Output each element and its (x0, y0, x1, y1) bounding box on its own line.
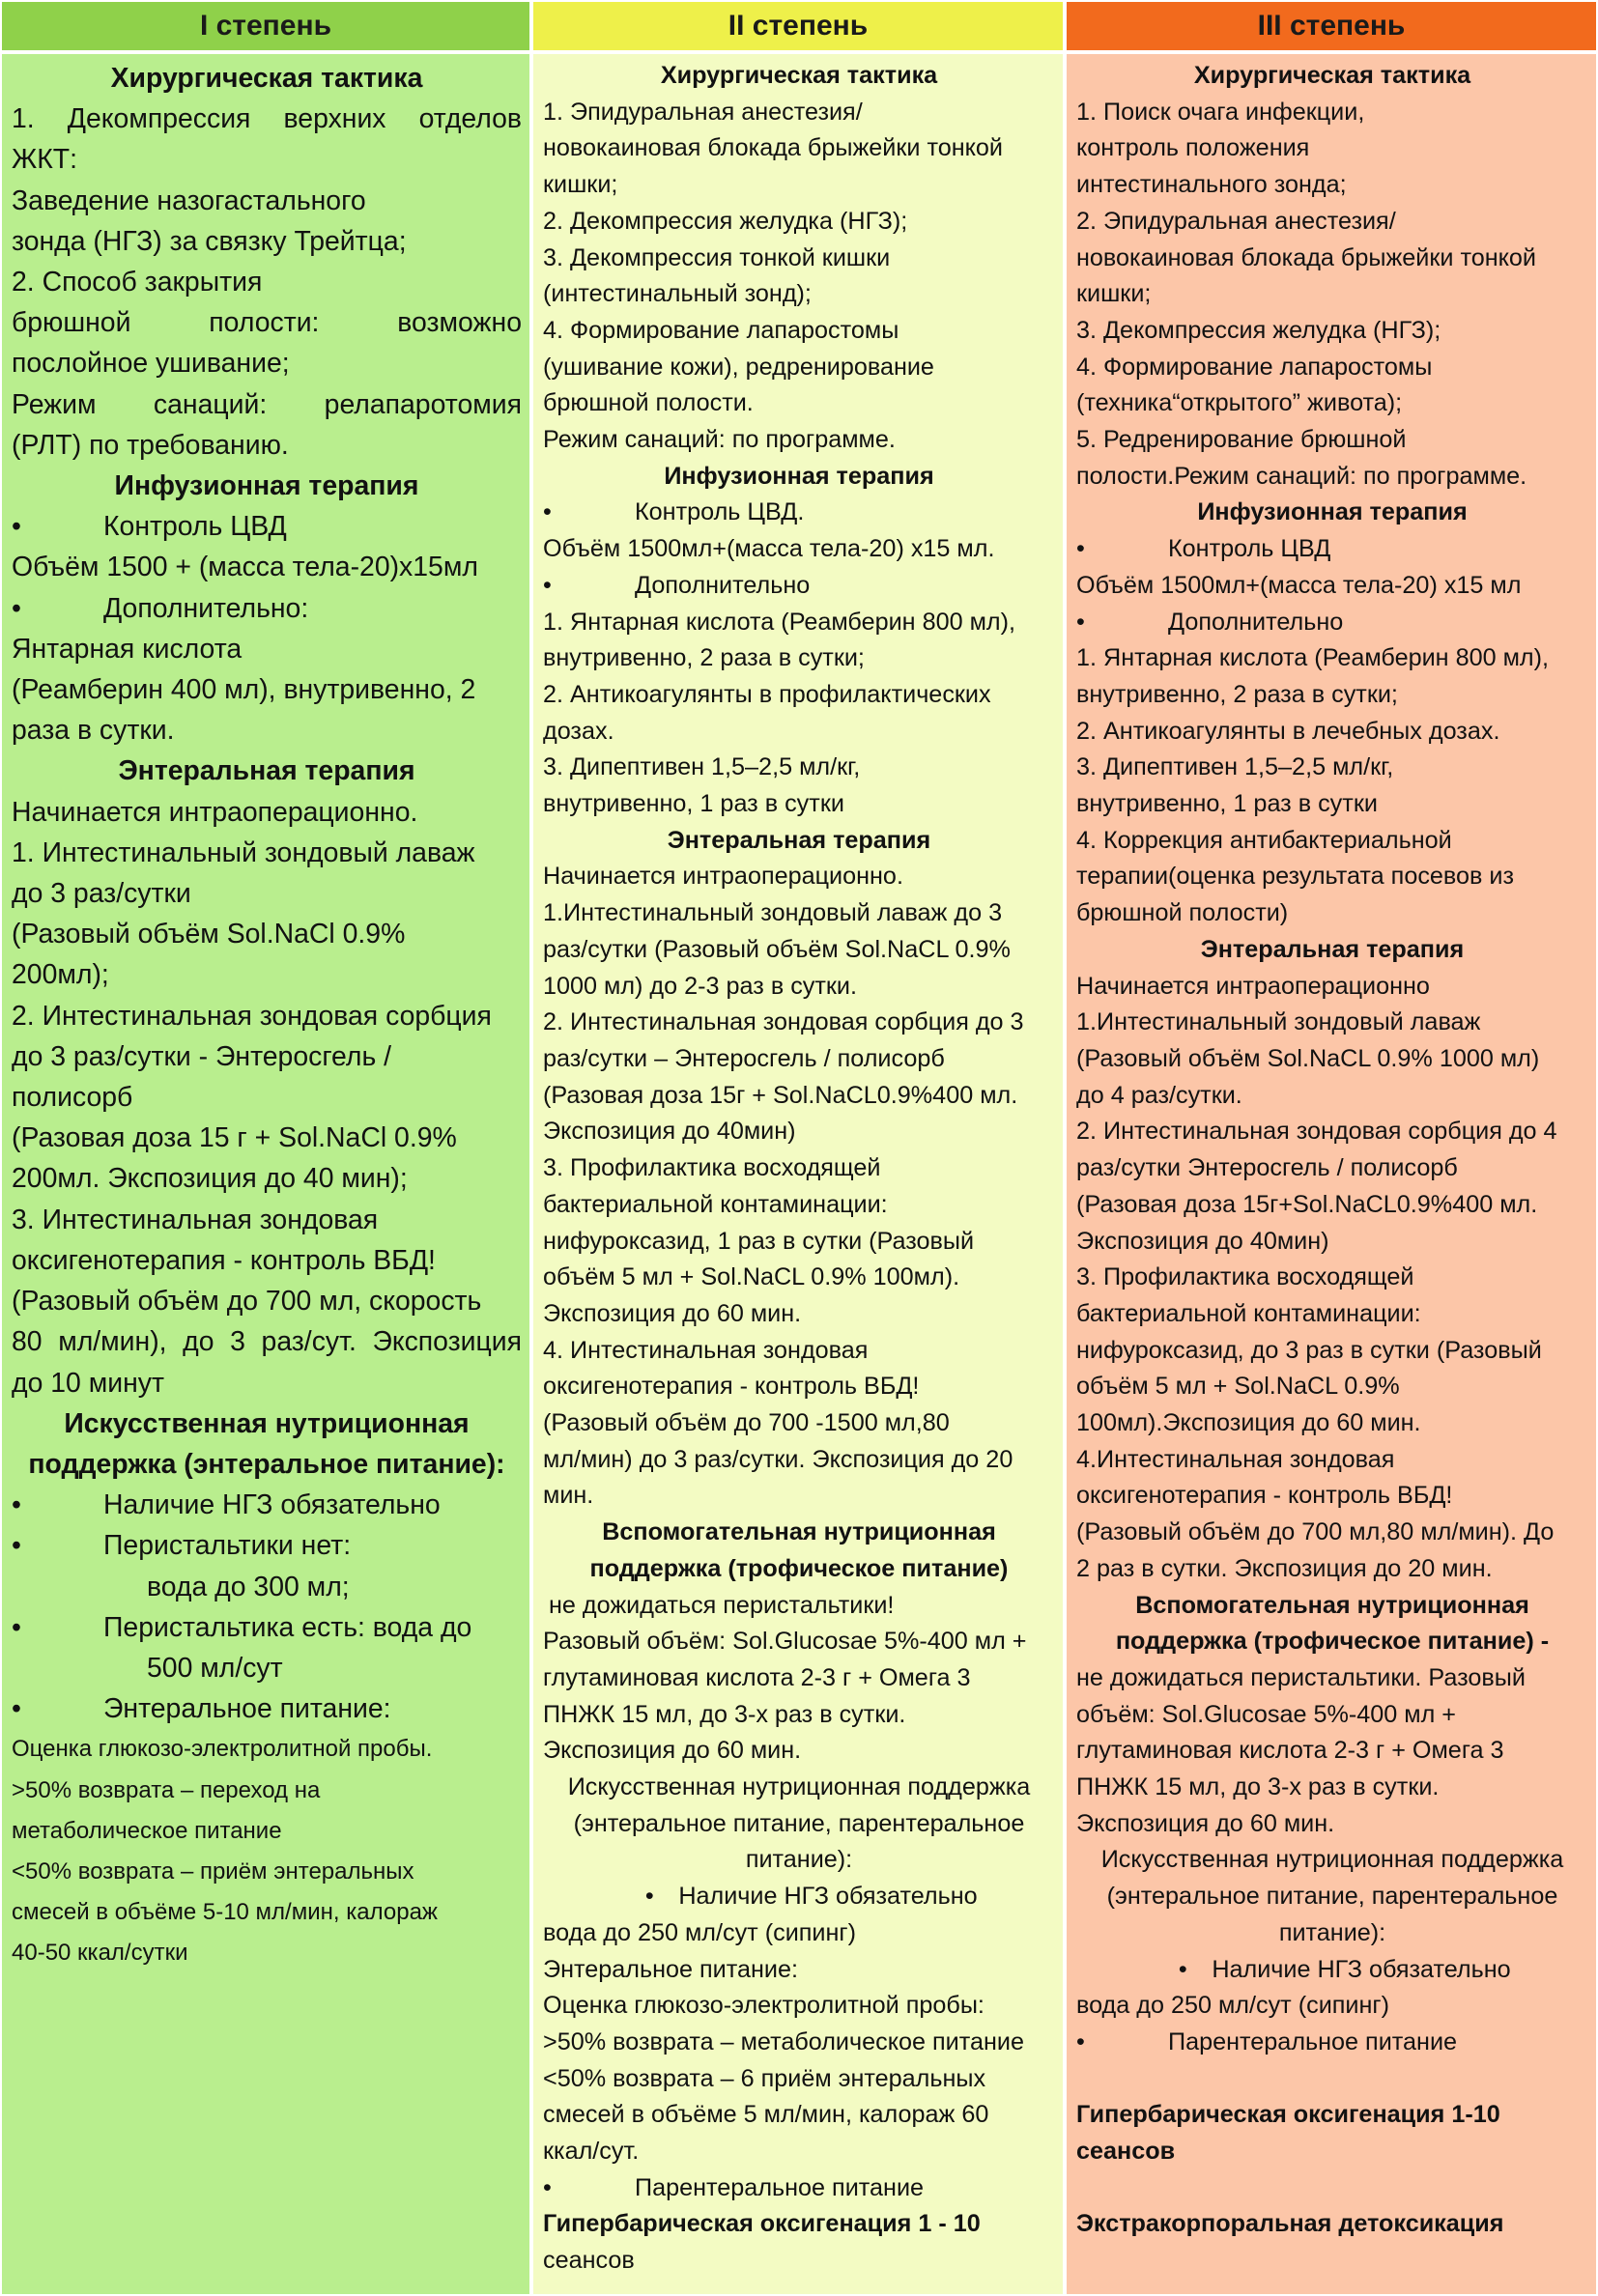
col3-line: Инфузионная терапия (1197, 498, 1468, 526)
col2-line (543, 2170, 1055, 2207)
col3-line: оксигенотерапия - контроль ВБД! (1076, 1482, 1453, 1510)
col3-line: брюшной полости) (1076, 899, 1289, 927)
col1-line: <50% возврата – приём энтеральных (12, 1857, 414, 1885)
blank-line (1076, 2170, 1588, 2207)
col3-line: терапии(оценка результата посевов из (1076, 863, 1515, 891)
col2-line: сеансов (543, 2247, 635, 2275)
col2-line: Начинается интраоперационно. (543, 863, 903, 891)
col3-line: объём 5 мл + Sol.NaCL 0.9% (1076, 1373, 1400, 1401)
col3-line: питание): (1278, 1918, 1386, 1946)
col3-line: 2. Антикоагулянты в лечебных дозах. (1076, 717, 1500, 745)
col2-line: 3. Профилактика восходящей (543, 1154, 881, 1182)
column-grade-2 (531, 52, 1065, 2296)
col3-line: (Разовый объём Sol.NaCL 0.9% 1000 мл) (1076, 1044, 1540, 1072)
col1-line: оксигенотерапия - контроль ВБД! (12, 1244, 436, 1276)
column-grade-3 (1065, 52, 1598, 2296)
bullet-icon: • (644, 1883, 654, 1911)
col2-line: 3. Дипептивен 1,5–2,5 мл/кг, (543, 753, 861, 781)
col3-line: Гипербарическая оксигенация 1-10 (1076, 2101, 1500, 2129)
col1-line: (Разовый объём Sol.NaCl 0.9% (12, 919, 406, 950)
col2-line: смесей в объёме 5 мл/мин, калораж 60 (543, 2101, 989, 2129)
col1-line: Инфузионная терапия (114, 470, 419, 502)
col1-line: послойное ушивание; (12, 348, 290, 380)
col2-line: 1. Янтарная кислота (Реамберин 800 мл), (543, 608, 1015, 636)
col2-line: питание): (745, 1846, 853, 1874)
bullet-icon: • (543, 571, 552, 599)
col3-line: (Разовый объём до 700 мл,80 мл/мин). До (1076, 1518, 1555, 1546)
col2-line: Объём 1500мл+(масса тела-20) х15 мл. (543, 535, 995, 563)
col3-line: (энтеральное питание, парентеральное (1106, 1883, 1558, 1911)
header-grade-2: II степень (531, 0, 1065, 52)
col2-line (543, 568, 1055, 605)
col3-line: 3. Профилактика восходящей (1076, 1263, 1414, 1291)
col3-line: Хирургическая тактика (1193, 62, 1471, 89)
col1-line: поддержка (энтеральное питание): (28, 1448, 505, 1480)
col3-line: полости.Режим санаций: по программе. (1076, 462, 1527, 490)
col1-line: 2. Способ закрытия (12, 267, 263, 298)
col3-line: Объём 1500мл+(масса тела-20) х15 мл (1076, 571, 1522, 599)
col3-line: Искусственная нутриционная поддержка (1100, 1846, 1564, 1874)
col1-line: (РЛТ) по требованию. (12, 429, 289, 461)
col3-line: 5. Редренирование брюшной (1076, 426, 1407, 454)
col3-line: Вспомогательная нутриционная (1135, 1591, 1529, 1619)
col2-line: ккал/сут. (543, 2138, 640, 2166)
col2-line: Экспозиция до 40мин) (543, 1118, 796, 1146)
bullet-icon: • (1076, 2027, 1085, 2055)
bullet-icon: • (12, 511, 21, 543)
col3-line: 2 раз в сутки. Экспозиция до 20 мин. (1076, 1554, 1493, 1582)
col2-line: 2. Антикоагулянты в профилактических (543, 680, 991, 708)
col3-line: 2. Эпидуральная анестезия/ (1076, 207, 1396, 235)
bullet-text: Контроль ЦВД (103, 511, 287, 543)
col1-line: Заведение назогастального (12, 184, 366, 216)
bullet-icon: • (12, 1693, 21, 1725)
col1-line: брюшной полости: возможно (12, 307, 522, 339)
col3-line: 2. Интестинальная зондовая сорбция до 4 (1076, 1118, 1557, 1146)
bullet-text: Перистальтика есть: вода до (103, 1611, 472, 1643)
col3-line (1076, 1952, 1588, 1989)
col2-line: Гипербарическая оксигенация 1 - 10 (543, 2210, 981, 2238)
col1-line: Хирургическая тактика (110, 63, 423, 94)
col1-line: (Разовый объём до 700 мл, скорость (12, 1286, 482, 1318)
col2-line: Оценка глюкозо-электролитной пробы: (543, 1992, 984, 2020)
col1-line: 3. Интестинальная зондовая (12, 1204, 379, 1235)
bullet-icon: • (1076, 535, 1085, 563)
col1-line: 1. Интестинальный зондовый лаваж (12, 836, 475, 868)
col2-line: <50% возврата – 6 приём энтеральных (543, 2064, 986, 2092)
col2-line: Экспозиция до 60 мин. (543, 1737, 802, 1765)
col3-line: внутривенно, 2 раза в сутки; (1076, 680, 1398, 708)
col2-line (543, 1879, 1055, 1915)
col1-line: Энтеральная терапия (118, 755, 415, 787)
header-grade-3: III степень (1065, 0, 1598, 52)
col2-line: нифуроксазид, 1 раз в сутки (Разовый (543, 1227, 975, 1255)
col1-line: Объём 1500 + (масса тела-20)х15мл (12, 552, 478, 583)
col3-line: объём: Sol.Glucosae 5%-400 мл + (1076, 1700, 1457, 1728)
col2-line: мин. (543, 1482, 594, 1510)
col2-line: 4. Формирование лапаростомы (543, 316, 899, 344)
col2-line: внутривенно, 1 раз в сутки (543, 790, 844, 818)
col3-line (1076, 2025, 1588, 2061)
col3-line: до 4 раз/сутки. (1076, 1081, 1242, 1109)
col2-line: мл/мин) до 3 раз/сутки. Экспозиция до 20 (543, 1445, 1013, 1473)
col1-line: (Разовая доза 15 г + Sol.NaCl 0.9% (12, 1122, 457, 1154)
col3-line: поддержка (трофическое питание) - (1115, 1628, 1550, 1656)
bullet-text: Дополнительно (1168, 608, 1344, 636)
col3-line: вода до 250 мл/сут (сипинг) (1076, 1992, 1389, 2020)
col3-line: 1. Янтарная кислота (Реамберин 800 мл), (1076, 644, 1549, 672)
col3-line (1076, 531, 1588, 568)
col3-line (1076, 605, 1588, 641)
col2-line: глутаминовая кислота 2-3 г + Омега 3 (543, 1663, 971, 1691)
col1-line: полисорб (12, 1082, 133, 1114)
column-grade-1 (0, 52, 531, 2296)
col2-line: Энтеральное питание: (543, 1955, 798, 1983)
col3-line: 1. Поиск очага инфекции, (1076, 98, 1365, 126)
col1-line: метаболическое питание (12, 1817, 282, 1844)
col1-line: >50% возврата – переход на (12, 1776, 321, 1803)
col2-line: 1000 мл) до 2-3 раз в сутки. (543, 972, 858, 1000)
bullet-icon: • (12, 1489, 21, 1521)
col3-line: (Разовая доза 15г+Sol.NaCL0.9%400 мл. (1076, 1190, 1538, 1218)
col2-line: вода до 250 мл/сут (сипинг) (543, 1918, 856, 1946)
col1-line: Янтарная кислота (12, 633, 243, 665)
col2-line: дозах. (543, 717, 614, 745)
col3-line: 3. Декомпрессия желудка (НГЗ); (1076, 316, 1441, 344)
col1-line (12, 1525, 522, 1566)
col1-line (12, 1688, 522, 1729)
bullet-icon: • (1178, 1955, 1187, 1983)
col3-line: 4. Формирование лапаростомы (1076, 353, 1433, 381)
col2-line: поддержка (трофическое питание) (589, 1554, 1009, 1582)
col2-line: ПНЖК 15 мл, до 3-х раз в сутки. (543, 1700, 906, 1728)
bullet-icon: • (1076, 608, 1085, 636)
col2-line: 2. Декомпрессия желудка (НГЗ); (543, 207, 908, 235)
col1-line: смесей в объёме 5-10 мл/мин, калораж (12, 1899, 438, 1926)
col1-line: (Реамберин 400 мл), внутривенно, 2 (12, 674, 476, 706)
col3-line: интестинального зонда; (1076, 171, 1347, 199)
col2-line: (энтеральное питание, парентеральное (573, 1809, 1025, 1837)
col2-line: не дожидаться перистальтики! (549, 1591, 895, 1619)
col1-line: до 3 раз/сутки (12, 878, 191, 910)
bullet-icon: • (12, 1611, 21, 1643)
col3-line: глутаминовая кислота 2-3 г + Омега 3 (1076, 1737, 1504, 1765)
col1-line: до 3 раз/сутки - Энтеросгель / (12, 1040, 392, 1072)
bullet-icon: • (12, 592, 21, 624)
bullet-text: Парентеральное питание (1168, 2027, 1458, 2055)
col1-line: Искусственная нутриционная (64, 1407, 470, 1439)
bullet-text: Контроль ЦВД (1168, 535, 1331, 563)
col2-line: (Разовая доза 15г + Sol.NaCL0.9%400 мл. (543, 1081, 1018, 1109)
bullet-icon: • (543, 498, 552, 526)
col3-line: (техника“открытого” живота); (1076, 389, 1403, 417)
col3-line: Энтеральная терапия (1200, 935, 1465, 963)
col2-line: (Разовый объём до 700 -1500 мл,80 (543, 1409, 950, 1437)
col2-line: (интестинальный зонд); (543, 280, 812, 308)
col2-line: новокаиновая блокада брыжейки тонкой (543, 134, 1004, 162)
col2-line: раз/сутки (Разовый объём Sol.NaCL 0.9% (543, 935, 1011, 963)
col2-line: 1.Интестинальный зондовый лаваж до 3 (543, 899, 1003, 927)
bullet-text: Наличие НГЗ обязательно (1212, 1955, 1511, 1983)
col3-line: нифуроксазид, до 3 раз в сутки (Разовый (1076, 1336, 1542, 1364)
col3-line: контроль положения (1076, 134, 1310, 162)
col3-line: бактериальной контаминации: (1076, 1299, 1421, 1327)
bullet-icon: • (12, 1530, 21, 1562)
col1-line: до 10 минут (12, 1367, 164, 1399)
col3-line: 4.Интестинальная зондовая (1076, 1445, 1395, 1473)
col2-line: Режим санаций: по программе. (543, 426, 896, 454)
col3-line: новокаиновая блокада брыжейки тонкой (1076, 243, 1537, 271)
col2-line: Искусственная нутриционная поддержка (567, 1773, 1031, 1801)
col3-line: 4. Коррекция антибактериальной (1076, 826, 1452, 854)
bullet-text: Дополнительно (635, 571, 811, 599)
col2-line: Вспомогательная нутриционная (602, 1518, 996, 1546)
col2-line: Разовый объём: Sol.Glucosae 5%-400 мл + (543, 1628, 1027, 1656)
blank-line (1076, 2061, 1588, 2098)
col3-line: Экспозиция до 60 мин. (1076, 1809, 1335, 1837)
col3-line: 3. Дипептивен 1,5–2,5 мл/кг, (1076, 753, 1394, 781)
col2-line: раз/сутки – Энтеросгель / полисорб (543, 1044, 945, 1072)
col3-line: ПНЖК 15 мл, до 3-х раз в сутки. (1076, 1773, 1440, 1801)
col2-line: 1. Эпидуральная анестезия/ (543, 98, 863, 126)
col2-line: Энтеральная терапия (667, 826, 931, 854)
col3-line: раз/сутки Энтеросгель / полисорб (1076, 1154, 1458, 1182)
col1-line: Режим санаций: релапаротомия (12, 388, 522, 420)
col2-line: 4. Интестинальная зондовая (543, 1336, 869, 1364)
col3-line: 100мл).Экспозиция до 60 мин. (1076, 1409, 1421, 1437)
col1-line: 80 мл/мин), до 3 раз/сут. Экспозиция (12, 1326, 522, 1358)
col1-line (12, 588, 522, 629)
col1-line: 1. Декомпрессия верхних отделов (12, 103, 522, 135)
col1-line: зонда (НГЗ) за связку Трейтца; (12, 225, 407, 257)
col1-line: ЖКТ: (12, 144, 77, 176)
col1-line: 40-50 ккал/сутки (12, 1940, 188, 1967)
bullet-text: Парентеральное питание (635, 2173, 925, 2201)
col2-line: Хирургическая тактика (660, 62, 938, 89)
col2-line: Инфузионная терапия (664, 462, 934, 490)
col1-line: вода до 300 мл; (147, 1571, 350, 1602)
bullet-text: Дополнительно: (103, 592, 309, 624)
col1-line: 500 мл/сут (147, 1652, 283, 1684)
col2-line: 3. Декомпрессия тонкой кишки (543, 243, 891, 271)
col3-line: не дожидаться перистальтики. Разовый (1076, 1663, 1526, 1691)
col1-line: 2. Интестинальная зондовая сорбция (12, 1000, 492, 1032)
header-grade-1: I степень (0, 0, 531, 52)
col1-line (12, 1485, 522, 1525)
col1-line: раза в сутки. (12, 715, 175, 747)
col3-line: 1.Интестинальный зондовый лаваж (1076, 1008, 1481, 1036)
bullet-text: Перистальтики нет: (103, 1530, 352, 1562)
bullet-text: Энтеральное питание: (103, 1693, 391, 1725)
bullet-icon: • (543, 2173, 552, 2201)
col2-line: объём 5 мл + Sol.NaCL 0.9% 100мл). (543, 1263, 960, 1291)
col1-line: 200мл. Экспозиция до 40 мин); (12, 1163, 408, 1195)
col3-line: кишки; (1076, 280, 1152, 308)
col3-line: сеансов (1076, 2138, 1176, 2166)
bullet-text: Контроль ЦВД. (635, 498, 805, 526)
bullet-text: Наличие НГЗ обязательно (103, 1489, 441, 1521)
col2-line: внутривенно, 2 раза в сутки; (543, 644, 865, 672)
col1-line (12, 506, 522, 547)
col1-line: 200мл); (12, 959, 109, 991)
col2-line: брюшной полости. (543, 389, 754, 417)
col1-line: Оценка глюкозо-электролитной пробы. (12, 1736, 433, 1763)
col3-line: Начинается интраоперационно (1076, 972, 1430, 1000)
col3-line: Экстракорпоральная детоксикация (1076, 2210, 1504, 2238)
col2-line (543, 495, 1055, 531)
col3-line: Экспозиция до 40мин) (1076, 1227, 1329, 1255)
bullet-text: Наличие НГЗ обязательно (678, 1883, 978, 1911)
col2-line: бактериальной контаминации: (543, 1190, 888, 1218)
col2-line: >50% возврата – метаболическое питание (543, 2027, 1024, 2055)
col2-line: 2. Интестинальная зондовая сорбция до 3 (543, 1008, 1024, 1036)
col1-line: Начинается интраоперационно. (12, 796, 418, 828)
col2-line: (ушивание кожи), редренирование (543, 353, 934, 381)
col3-line: внутривенно, 1 раз в сутки (1076, 790, 1378, 818)
col1-line (12, 1607, 522, 1648)
col2-line: Экспозиция до 60 мин. (543, 1299, 802, 1327)
col2-line: оксигенотерапия - контроль ВБД! (543, 1373, 920, 1401)
col2-line: кишки; (543, 171, 618, 199)
